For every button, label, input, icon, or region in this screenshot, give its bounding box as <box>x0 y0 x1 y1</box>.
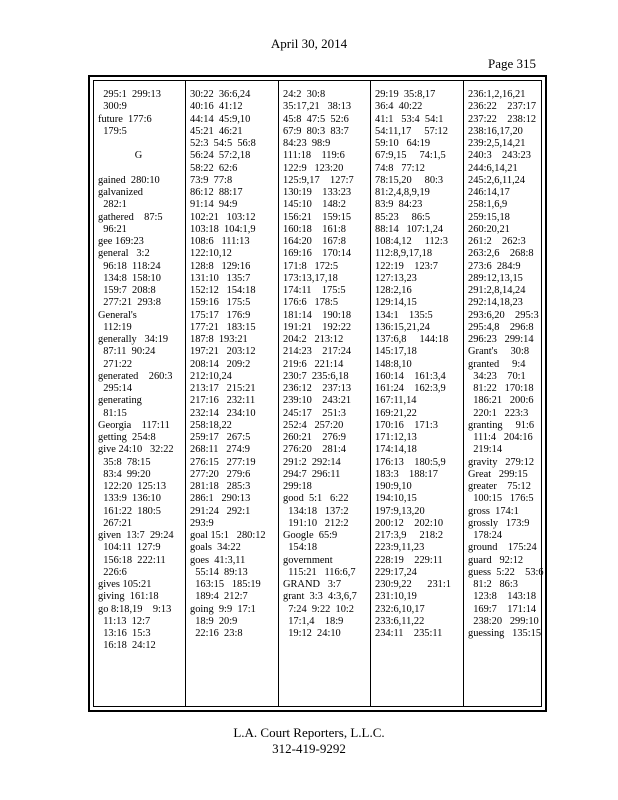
index-entry-line: going 9:9 17:1 <box>190 603 256 615</box>
index-entry-line: 137:6,8 144:18 <box>375 334 449 345</box>
index-entry-line: ground 175:24 <box>468 542 537 554</box>
index-entry-line: 129:14,15 <box>375 297 417 309</box>
index-entry-line: future 177:6 <box>98 113 152 125</box>
index-entry-line: grant 3:3 4:3,6,7 <box>283 591 357 603</box>
index-entry-line: 217:16 232:11 <box>190 395 256 407</box>
index-entry-line: 45:21 46:21 <box>190 125 243 137</box>
index-entry-line: 271:22 <box>98 358 133 370</box>
index-entry-line: 267:21 <box>98 517 133 529</box>
index-entry-line: 163:15 185:19 <box>190 579 261 590</box>
index-entry-line: 81:2,4,8,9,19 <box>375 187 430 198</box>
index-entry-line: 183:3 188:17 <box>375 468 438 480</box>
index-entry-line: 96:21 <box>98 223 127 235</box>
index-entry-line: 122:10,12 <box>190 248 232 260</box>
index-entry-line: 289:12,13,15 <box>468 272 523 284</box>
index-entry-line: general 3:2 <box>98 248 150 260</box>
index-entry-line: government <box>283 554 333 566</box>
index-entry-line: 169:7 171:14 <box>468 603 537 615</box>
index-entry-line: 291:2 292:14 <box>283 456 341 468</box>
index-entry-line: 102:21 103:12 <box>190 211 256 223</box>
index-entry-line: 295:4,8 296:8 <box>468 321 534 333</box>
index-entry-line: Great 299:15 <box>468 468 528 480</box>
index-entry-line: 160:14 161:3,4 <box>375 370 446 382</box>
index-entry-line: 294:7 296:11 <box>283 468 341 480</box>
index-entry-line: 52:3 54:5 56:8 <box>190 138 256 149</box>
index-entry-line: 295:14 <box>98 383 133 394</box>
index-entry-line: gives 105:21 <box>98 579 152 590</box>
index-entry-line: Georgia 117:11 <box>98 419 170 431</box>
index-entry-line: 83:9 84:23 <box>375 199 423 211</box>
index-entry-line: 159:7 208:8 <box>98 285 156 296</box>
index-entry-line: 268:11 274:9 <box>190 444 250 456</box>
index-entry-line: 58:22 62:6 <box>190 162 238 174</box>
index-entry-line: 91:14 94:9 <box>190 199 238 211</box>
index-entry-line: good 5:1 6:22 <box>283 493 349 505</box>
index-frame <box>88 75 547 712</box>
index-entry-line: 81:2 86:3 <box>468 579 518 590</box>
index-entry-line: 131:10 135:7 <box>190 272 251 284</box>
index-entry-line: 87:11 90:24 <box>98 346 156 358</box>
index-entry-line: 18:9 20:9 <box>190 615 238 627</box>
index-entry-line: 22:16 23:8 <box>190 628 243 639</box>
index-entry-line: 156:21 159:15 <box>283 211 352 223</box>
index-entry-line: 176:13 180:5,9 <box>375 456 446 468</box>
index-entry-line: 260:21 276:9 <box>283 432 346 443</box>
index-entry-line: 84:23 98:9 <box>283 138 331 149</box>
index-entry-line: 200:12 202:10 <box>375 517 444 529</box>
index-entry-line: 148:8,10 <box>375 358 412 370</box>
index-entry-line: 273:6 284:9 <box>468 260 521 272</box>
index-entry-line: gee 169:23 <box>98 236 144 247</box>
index-entry-line: 74:8 77:12 <box>375 162 425 174</box>
index-entry-line: 189:4 212:7 <box>190 591 248 603</box>
index-entry-line: 208:14 209:2 <box>190 358 251 370</box>
index-entry-line: 171:8 172:5 <box>283 260 339 272</box>
index-entry-line: 252:4 257:20 <box>283 419 344 431</box>
index-entry-line: 233:6,11,22 <box>375 615 425 627</box>
index-entry-line <box>98 138 185 150</box>
index-entry-line: 123:8 143:18 <box>468 591 537 603</box>
index-entry-line: 104:11 127:9 <box>98 542 161 554</box>
index-entry-line: 245:17 251:3 <box>283 407 346 419</box>
index-entry-line: guess 5:22 53:6 <box>468 566 544 578</box>
index-entry-line: 276:20 281:4 <box>283 444 346 456</box>
index-entry-line: 286:1 290:13 <box>190 493 251 505</box>
index-entry-line: generated 260:3 <box>98 370 173 382</box>
index-entry-line: 229:17,24 <box>375 566 417 578</box>
index-entry-line: 232:14 234:10 <box>190 407 256 419</box>
index-entry-line: 83:4 99:20 <box>98 468 151 480</box>
index-entry-line <box>98 163 185 175</box>
index-entry-line: granting 91:6 <box>468 419 535 431</box>
index-entry-line: greater 75:12 <box>468 481 531 492</box>
index-entry-line: 212:10,24 <box>190 370 232 382</box>
index-entry-line: gathered 87:5 <box>98 211 163 223</box>
index-entry-line: 220:1 223:3 <box>468 407 529 419</box>
index-entry-line: 96:18 118:24 <box>98 260 161 272</box>
index-entry-line: 136:15,21,24 <box>375 321 430 333</box>
index-entry-line: 81:22 170:18 <box>468 383 534 394</box>
index-entry-line: guard 92:12 <box>468 554 524 566</box>
index-entry-line: 122:20 125:13 <box>98 481 167 492</box>
index-entry-line: 230:7 235:6,18 <box>283 370 349 382</box>
index-entry-line: 122:9 123:20 <box>283 162 344 174</box>
index-entry-line: 152:12 154:18 <box>190 285 256 296</box>
index-entry-line: 244:6,14,21 <box>468 162 518 174</box>
index-column-5 <box>464 89 547 702</box>
index-entry-line: 281:18 285:3 <box>190 481 251 492</box>
index-entry-line: 130:19 133:23 <box>283 187 352 198</box>
footer-phone: 312-419-9292 <box>272 741 346 756</box>
index-entry-line: General's <box>98 309 137 321</box>
index-entry-line: 35:17,21 38:13 <box>283 101 352 113</box>
index-entry-line: 159:16 175:5 <box>190 297 251 309</box>
index-entry-line: 67:9,15 74:1,5 <box>375 150 446 162</box>
index-entry-line: 41:1 53:4 54:1 <box>375 113 444 125</box>
index-entry-line: 191:21 192:22 <box>283 321 352 333</box>
index-entry-line: 177:21 183:15 <box>190 321 256 333</box>
index-entry-line: 238:20 299:10 <box>468 615 539 627</box>
index-entry-line: 73:9 77:8 <box>190 174 233 186</box>
index-entry-line: 234:11 235:11 <box>375 628 443 639</box>
index-entry-line: 194:10,15 <box>375 493 417 505</box>
index-entry-line: gross 174:1 <box>468 505 519 517</box>
index-entry-line: 40:16 41:12 <box>190 101 243 113</box>
index-entry-line: 239:10 243:21 <box>283 395 352 407</box>
index-entry-line: 55:14 89:13 <box>190 566 248 578</box>
index-entry-line: given 13:7 29:24 <box>98 530 174 541</box>
index-entry-line: 246:14,17 <box>468 187 510 198</box>
index-column-2 <box>186 89 276 702</box>
index-entry-line: 34:23 70:1 <box>468 370 526 382</box>
index-entry-line: 204:2 213:12 <box>283 334 344 345</box>
index-entry-line: 167:11,14 <box>375 395 417 407</box>
index-entry-line: 133:9 136:10 <box>98 493 161 505</box>
index-entry-line: 19:12 24:10 <box>283 628 341 639</box>
index-entry-line: 237:22 238:12 <box>468 113 537 125</box>
index-entry-line: 134:8 158:10 <box>98 272 161 284</box>
index-entry-line: 231:10,19 <box>375 591 417 603</box>
index-column-4 <box>371 89 461 702</box>
index-entry-line: Google 65:9 <box>283 530 338 541</box>
index-entry-line: 45:8 47:5 52:6 <box>283 113 349 125</box>
index-entry-line: 36:4 40:22 <box>375 101 423 113</box>
index-entry-line: 7:24 9:22 10:2 <box>283 603 355 615</box>
index-entry-line: 81:15 <box>98 407 127 419</box>
index-entry-line: 134:18 137:2 <box>283 505 349 517</box>
index-entry-line: 125:9,17 127:7 <box>283 174 354 186</box>
index-entry-line: go 8:18,19 9:13 <box>98 603 172 615</box>
index-entry-line: 236:12 237:13 <box>283 383 352 394</box>
index-entry-line: 29:19 35:8,17 <box>375 89 436 100</box>
index-entry-line: 219:14 <box>468 444 503 456</box>
index-entry-line: 56:24 57:2,18 <box>190 150 251 162</box>
index-entry-line: 291:24 292:1 <box>190 505 251 517</box>
section-letter: G <box>134 150 143 162</box>
index-entry-line: 214:23 217:24 <box>283 346 352 358</box>
index-entry-line: 277:20 279:6 <box>190 468 251 480</box>
index-entry-line: 17:1,4 18:9 <box>283 615 344 627</box>
index-entry-line: 128:2,16 <box>375 285 412 296</box>
index-entry-line: 174:14,18 <box>375 444 417 456</box>
index-entry-line: 11:13 12:7 <box>98 615 151 627</box>
index-entry-line: 187:8 193:21 <box>190 334 248 345</box>
index-entry-line: 240:3 243:23 <box>468 150 531 162</box>
index-entry-line: 171:12,13 <box>375 432 417 443</box>
index-entry-line: 54:11,17 57:12 <box>375 125 448 137</box>
index-entry-line: 127:13,23 <box>375 272 417 284</box>
index-entry-line: 67:9 80:3 83:7 <box>283 125 349 137</box>
index-entry-line: grossly 173:9 <box>468 517 530 529</box>
index-entry-line: 230:9,22 231:1 <box>375 579 451 590</box>
index-entry-line: generally 34:19 <box>98 334 169 345</box>
index-entry-line: 128:8 129:16 <box>190 260 251 272</box>
index-entry-line: 219:6 221:14 <box>283 358 344 370</box>
index-entry-line: 16:18 24:12 <box>98 640 156 652</box>
index-entry-line: 156:18 222:11 <box>98 554 166 566</box>
index-entry-line: getting 254:8 <box>98 432 156 443</box>
index-entry-line: granted 9:4 <box>468 358 526 370</box>
index-entry-line: 112:19 <box>98 321 132 333</box>
index-entry-line: 85:23 86:5 <box>375 211 431 223</box>
index-entry-line: 176:6 178:5 <box>283 297 339 309</box>
index-entry-line: 239:2,5,14,21 <box>468 138 526 149</box>
index-entry-line: 223:9,11,23 <box>375 542 425 554</box>
index-entry-line: 24:2 30:8 <box>283 89 326 100</box>
index-entry-line: 197:9,13,20 <box>375 505 425 517</box>
index-entry-line: 161:22 180:5 <box>98 505 161 517</box>
index-entry-line: 78:15,20 80:3 <box>375 174 444 186</box>
page-number: Page 315 <box>487 56 536 71</box>
index-entry-line: 161:24 162:3,9 <box>375 383 446 394</box>
index-entry-line: 169:16 170:14 <box>283 248 352 260</box>
index-entry-line: 296:23 299:14 <box>468 334 534 345</box>
index-entry-line: 260:20,21 <box>468 223 510 235</box>
index-entry-line: 186:21 200:6 <box>468 395 534 407</box>
index-table <box>93 80 542 707</box>
index-entry-line: 179:5 <box>98 125 127 137</box>
index-entry-line: 100:15 176:5 <box>468 493 534 505</box>
index-entry-line: 181:14 190:18 <box>283 309 352 321</box>
index-entry-line: 86:12 88:17 <box>190 187 243 198</box>
index-entry-line: generating <box>98 395 142 407</box>
index-entry-line: 292:14,18,23 <box>468 297 523 309</box>
index-entry-line: 178:24 <box>468 530 503 541</box>
index-entry-line: 44:14 45:9,10 <box>190 113 251 125</box>
index-entry-line: 169:21,22 <box>375 407 417 419</box>
index-entry-line: 191:10 212:2 <box>283 517 349 529</box>
index-entry-line: 59:10 64:19 <box>375 138 431 149</box>
index-entry-line: 261:2 262:3 <box>468 236 526 247</box>
index-entry-line: 175:17 176:9 <box>190 309 251 321</box>
index-entry-line: 122:19 123:7 <box>375 260 438 272</box>
index-entry-line: 145:17,18 <box>375 346 417 358</box>
index-entry-line: 291:2,8,14,24 <box>468 285 526 296</box>
index-entry-line: 263:2,6 268:8 <box>468 248 534 260</box>
index-entry-line: 173:13,17,18 <box>283 272 338 284</box>
index-entry-line: give 24:10 32:22 <box>98 444 174 456</box>
index-entry-line: 232:6,10,17 <box>375 603 425 615</box>
index-entry-line: 277:21 293:8 <box>98 297 161 309</box>
index-entry-line: 174:11 175:5 <box>283 285 346 296</box>
index-entry-line: 217:3,9 218:2 <box>375 530 444 541</box>
index-entry-line: 108:4,12 112:3 <box>375 236 448 247</box>
index-entry-line: GRAND 3:7 <box>283 579 342 590</box>
index-entry-line: goals 34:22 <box>190 542 241 554</box>
index-entry-line: 295:1 299:13 <box>98 89 161 100</box>
index-entry-line: 111:4 204:16 <box>468 432 533 443</box>
index-entry-line: 236:22 237:17 <box>468 101 537 113</box>
index-entry-line: 88:14 107:1,24 <box>375 223 444 235</box>
header-date: April 30, 2014 <box>270 36 348 51</box>
index-entry-line: 258:18,22 <box>190 419 232 431</box>
index-entry-line: 13:16 15:3 <box>98 628 151 639</box>
index-entry-line: goal 15:1 280:12 <box>190 530 266 541</box>
index-entry-line: 112:8,9,17,18 <box>375 248 433 260</box>
index-entry-line: guessing 135:15 <box>468 628 542 639</box>
index-entry-line: giving 161:18 <box>98 591 159 603</box>
index-entry-line: 300:9 <box>98 101 127 113</box>
index-entry-line: 226:6 <box>98 566 127 578</box>
index-column-1 <box>94 89 185 702</box>
index-entry-line: 115:21 116:6,7 <box>283 566 356 578</box>
index-entry-line: 160:18 161:8 <box>283 223 346 235</box>
index-entry-line: 238:16,17,20 <box>468 125 523 137</box>
index-entry-line: 145:10 148:2 <box>283 199 346 211</box>
index-entry-line: 30:22 36:6,24 <box>190 89 251 100</box>
index-entry-line: gravity 279:12 <box>468 456 535 468</box>
index-entry-line: goes 41:3,11 <box>190 554 246 566</box>
index-entry-line: 258:1,6,9 <box>468 199 508 211</box>
index-entry-line: 293:9 <box>190 517 214 529</box>
index-entry-line: galvanized <box>98 187 144 198</box>
index-entry-line: Grant's 30:8 <box>468 346 530 358</box>
index-entry-line: 299:18 <box>283 481 312 492</box>
index-entry-line: 134:1 135:5 <box>375 309 433 321</box>
index-entry-line: 103:18 104:1,9 <box>190 223 256 235</box>
index-entry-line: 190:9,10 <box>375 481 412 492</box>
index-entry-line: 170:16 171:3 <box>375 419 438 431</box>
index-entry-line: 245:2,6,11,24 <box>468 174 526 186</box>
index-entry-line: 259:17 267:5 <box>190 432 251 443</box>
index-entry-line: 108:6 111:13 <box>190 236 250 247</box>
index-entry-line: 164:20 167:8 <box>283 236 346 247</box>
index-entry-line: gained 280:10 <box>98 174 160 186</box>
index-entry-line: 236:1,2,16,21 <box>468 89 526 100</box>
index-entry-line: 197:21 203:12 <box>190 346 256 358</box>
index-entry-line: 276:15 277:19 <box>190 456 256 468</box>
index-entry-line: 111:18 119:6 <box>283 150 345 162</box>
index-entry-line: 293:6,20 295:3 <box>468 309 539 321</box>
index-entry-line: 213:17 215:21 <box>190 383 256 394</box>
index-entry-line: 228:19 229:11 <box>375 554 443 566</box>
index-entry-line: 259:15,18 <box>468 211 510 223</box>
index-entry-line: 35:8 78:15 <box>98 456 151 468</box>
index-column-3 <box>279 89 369 702</box>
index-entry-line: 282:1 <box>98 199 127 211</box>
index-entry-line: 154:18 <box>283 542 318 554</box>
footer-company: L.A. Court Reporters, L.L.C. <box>233 725 385 740</box>
